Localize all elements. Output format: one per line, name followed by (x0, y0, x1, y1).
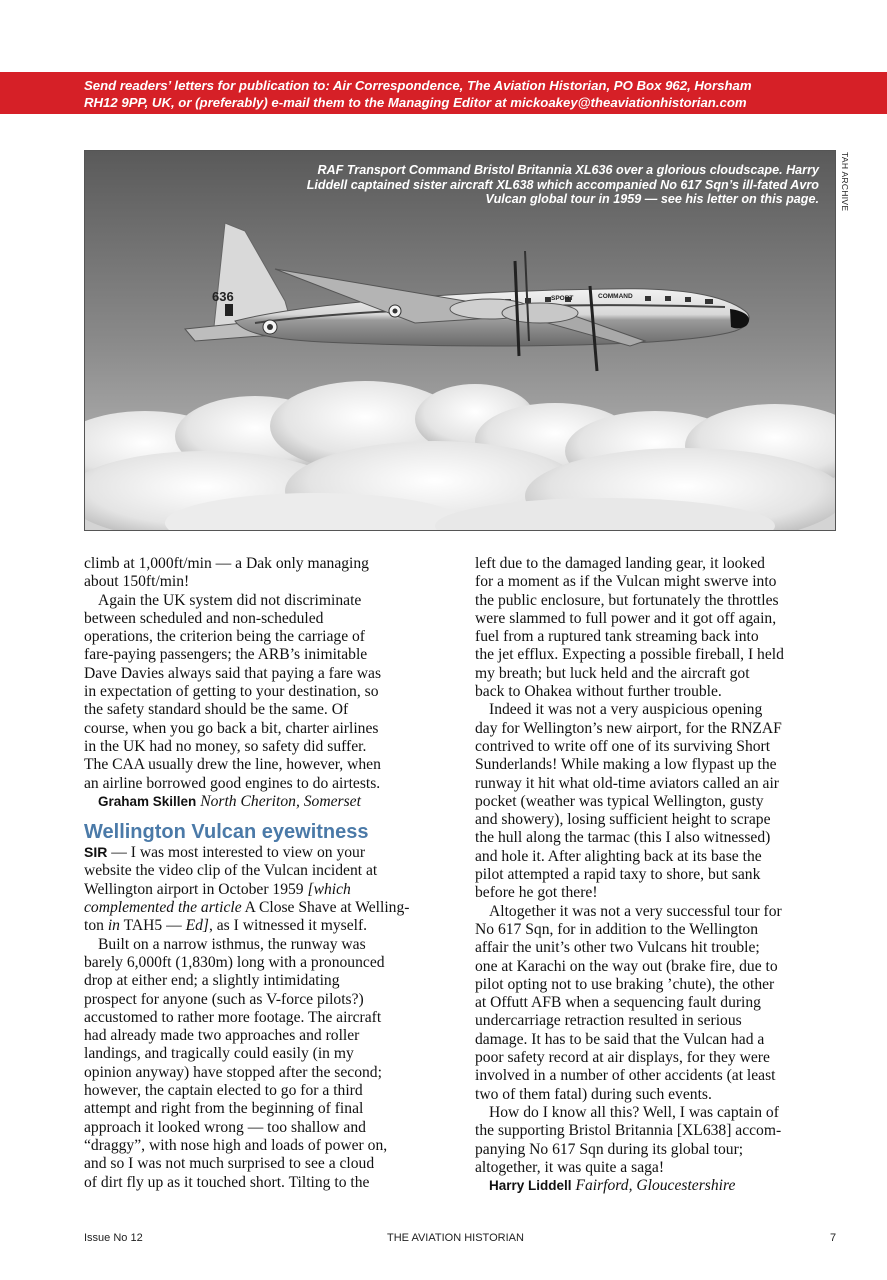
text-line: however, the captain elected to go for a third (84, 1082, 363, 1100)
text-line: about 150ft/min! (84, 573, 190, 591)
letters-submission-banner (0, 72, 887, 114)
text-line: opinion anyway) have stopped after the second; (84, 1063, 382, 1081)
britannia-aircraft-image (85, 151, 836, 531)
text-line: pilot opting not to use braking ’chute), the other (475, 975, 775, 993)
text-line: involved in a number of other accidents (at least (475, 1067, 776, 1085)
text-line: between scheduled and non-scheduled (84, 609, 324, 627)
text-line: in expectation of getting to your destination, so (84, 683, 379, 701)
text-line: an airline borrowed good engines to do airtests. (84, 774, 381, 792)
text-line: Sunderlands! While making a low flypast up the (475, 756, 777, 774)
text-line: the supporting Bristol Britannia [XL638] accom- (475, 1122, 782, 1140)
text-line: “draggy”, with nose high and loads of power on, (84, 1136, 388, 1154)
paragraph (475, 1104, 831, 1177)
text-line: the safety standard should be the same. Of (84, 701, 349, 719)
text-line: damage. It has to be said that the Vulcan had a (475, 1030, 765, 1048)
text-line: and so I was not much surprised to see a cloud (84, 1155, 375, 1173)
text-line: at Offutt AFB when a sequencing fault during (475, 994, 761, 1012)
text-line: the public enclosure, but fortunately the throttles (475, 591, 779, 609)
text-line: drop at either end; a slightly intimidating (84, 972, 340, 990)
text-fragment: TAH5 — (119, 917, 186, 935)
text-line: poor safety record at air displays, for they were (475, 1049, 770, 1067)
text-line: had already made two approaches and roller (84, 1027, 360, 1045)
text-line: back to Ohakea without further trouble. (475, 683, 722, 701)
paragraph (84, 843, 440, 935)
text-line: contrived to write off one of its surviving Short (475, 737, 771, 755)
text-line: altogether, it was quite a saga! (475, 1158, 665, 1176)
text-line: No 617 Sqn, for in addition to the Wellington (475, 920, 759, 938)
text-line: Again the UK system did not discriminate (98, 591, 362, 609)
signature-name: Graham Skillen (98, 793, 197, 809)
text-line: course, when you go back a bit, charter airlines (84, 719, 379, 737)
letter-heading: Wellington Vulcan eyewitness (84, 821, 369, 844)
banner-line-2: RH12 9PP, UK, or (preferably) e-mail them to the Managing Editor at mickoakey@theaviationhistorian.com (84, 95, 747, 110)
signature-graham-skillen (84, 793, 440, 811)
text-line: panying No 617 Sqn during its global tour; (475, 1140, 744, 1158)
text-line: pocket (weather was typical Wellington, gusty (475, 792, 764, 810)
banner-line-1: Send readers’ letters for publication to: Air Correspondence, The Aviation Historian, PO Box 962, Horsham (84, 78, 752, 93)
text-line: runway it hit what old-time aviators called an air (475, 774, 779, 792)
photo-caption (307, 163, 819, 207)
text-line: for a moment as if the Vulcan might swerve into (475, 573, 777, 591)
text-fragment: complemented the article (84, 899, 242, 917)
signature-location: Fairford, Gloucestershire (575, 1177, 736, 1195)
photo-credit: TAH ARCHIVE (840, 152, 850, 212)
text-line: operations, the criterion being the carriage of (84, 628, 365, 646)
text-line: before he got there! (475, 884, 598, 902)
caption-line-3: Vulcan global tour in 1959 — see his letter on this page. (485, 192, 819, 206)
signature-location: North Cheriton, Somerset (200, 792, 361, 810)
text-line: two of them fatal) during such events. (475, 1085, 712, 1103)
text-line: Indeed it was not a very auspicious opening (489, 701, 763, 719)
text-line: The CAA usually drew the line, however, when (84, 756, 381, 774)
text-line: prospect for anyone (such as V-force pilots?) (84, 990, 364, 1008)
britannia-photo (84, 150, 836, 531)
text-line: Altogether it was not a very successful tour for (489, 902, 782, 920)
caption-line-2: Liddell captained sister aircraft XL638 which accompanied No 617 Sqn’s ill-fated Avro (306, 177, 819, 192)
text-line: of dirt fly up as it touched short. Tilting to the (84, 1173, 370, 1191)
text-line: the jet efflux. Expecting a possible fireball, I held (475, 646, 784, 664)
text-line: were slammed to full power and it got off again, (475, 609, 777, 627)
text-fragment: Ed] (185, 917, 209, 935)
text-line: my breath; but luck held and the aircraft got (475, 664, 750, 682)
text-line: How do I know all this? Well, I was captain of (489, 1103, 779, 1121)
text-line: Dave Davies always said that paying a fare was (84, 664, 382, 682)
article-title: A Close Shave at Welling- (241, 899, 410, 917)
footer-page-number: 7 (830, 1232, 837, 1244)
text-line: website the video clip of the Vulcan incident at (84, 862, 378, 880)
paragraph (475, 701, 831, 902)
right-column (475, 555, 831, 1195)
caption-line-1: RAF Transport Command Bristol Britannia XL636 over a glorious cloudscape. Harry (317, 163, 819, 177)
text-line: and showery), losing sufficient height to scrape (475, 811, 771, 829)
text-line: Built on a narrow isthmus, the runway was (98, 935, 366, 953)
text-line: and hole it. After alighting back at its base the (475, 847, 762, 865)
paragraph (475, 555, 831, 701)
text-line: affair the unit’s other two Vulcans hit trouble; (475, 939, 760, 957)
tail-number: 636 (212, 289, 234, 304)
text-line: landings, and tragically could easily (in my (84, 1045, 354, 1063)
text-fragment: — I was most interested to view on your (107, 844, 366, 862)
left-column (84, 555, 440, 1192)
text-fragment: ton (84, 917, 108, 935)
text-fragment: Wellington airport in October 1959 (84, 880, 308, 898)
text-line: undercarriage retraction resulted in serious (475, 1012, 742, 1030)
text-fragment: in (107, 917, 120, 935)
signature-harry-liddell (475, 1177, 831, 1195)
paragraph (84, 592, 440, 793)
footer-magazine-title: THE AVIATION HISTORIAN (387, 1232, 524, 1244)
text-line: fuel from a ruptured tank streaming back into (475, 628, 759, 646)
text-line: in the UK had no money, so safety did suffer. (84, 737, 367, 755)
fuselage-text-a: SPORT (551, 295, 574, 302)
fuselage-text-b: COMMAND (598, 293, 633, 300)
sir-salutation: SIR (84, 844, 108, 861)
text-line: day for Wellington’s new airport, for the RNZAF (475, 719, 782, 737)
text-line: left due to the damaged landing gear, it looked (475, 555, 765, 572)
signature-name: Harry Liddell (489, 1178, 572, 1194)
text-line: pilot attempted a rapid taxy to shore, but sank (475, 866, 761, 884)
footer-issue: Issue No 12 (84, 1232, 143, 1244)
text-line: approach it looked wrong — too shallow and (84, 1118, 366, 1136)
paragraph (84, 936, 440, 1192)
text-fragment: [which (307, 880, 351, 898)
text-line: accustomed to rather more footage. The aircraft (84, 1008, 382, 1026)
text-line: climb at 1,000ft/min — a Dak only managing (84, 555, 369, 572)
text-fragment: , as I witnessed it myself. (208, 917, 368, 935)
text-line: attempt and right from the beginning of final (84, 1100, 364, 1118)
text-line: the hull along the tarmac (this I also witnessed) (475, 829, 771, 847)
paragraph (475, 903, 831, 1104)
text-line: fare-paying passengers; the ARB’s inimitable (84, 646, 368, 664)
paragraph (84, 555, 440, 592)
text-line: one at Karachi on the way out (brake fire, due to (475, 957, 778, 975)
text-line: barely 6,000ft (1,830m) long with a pronounced (84, 953, 385, 971)
